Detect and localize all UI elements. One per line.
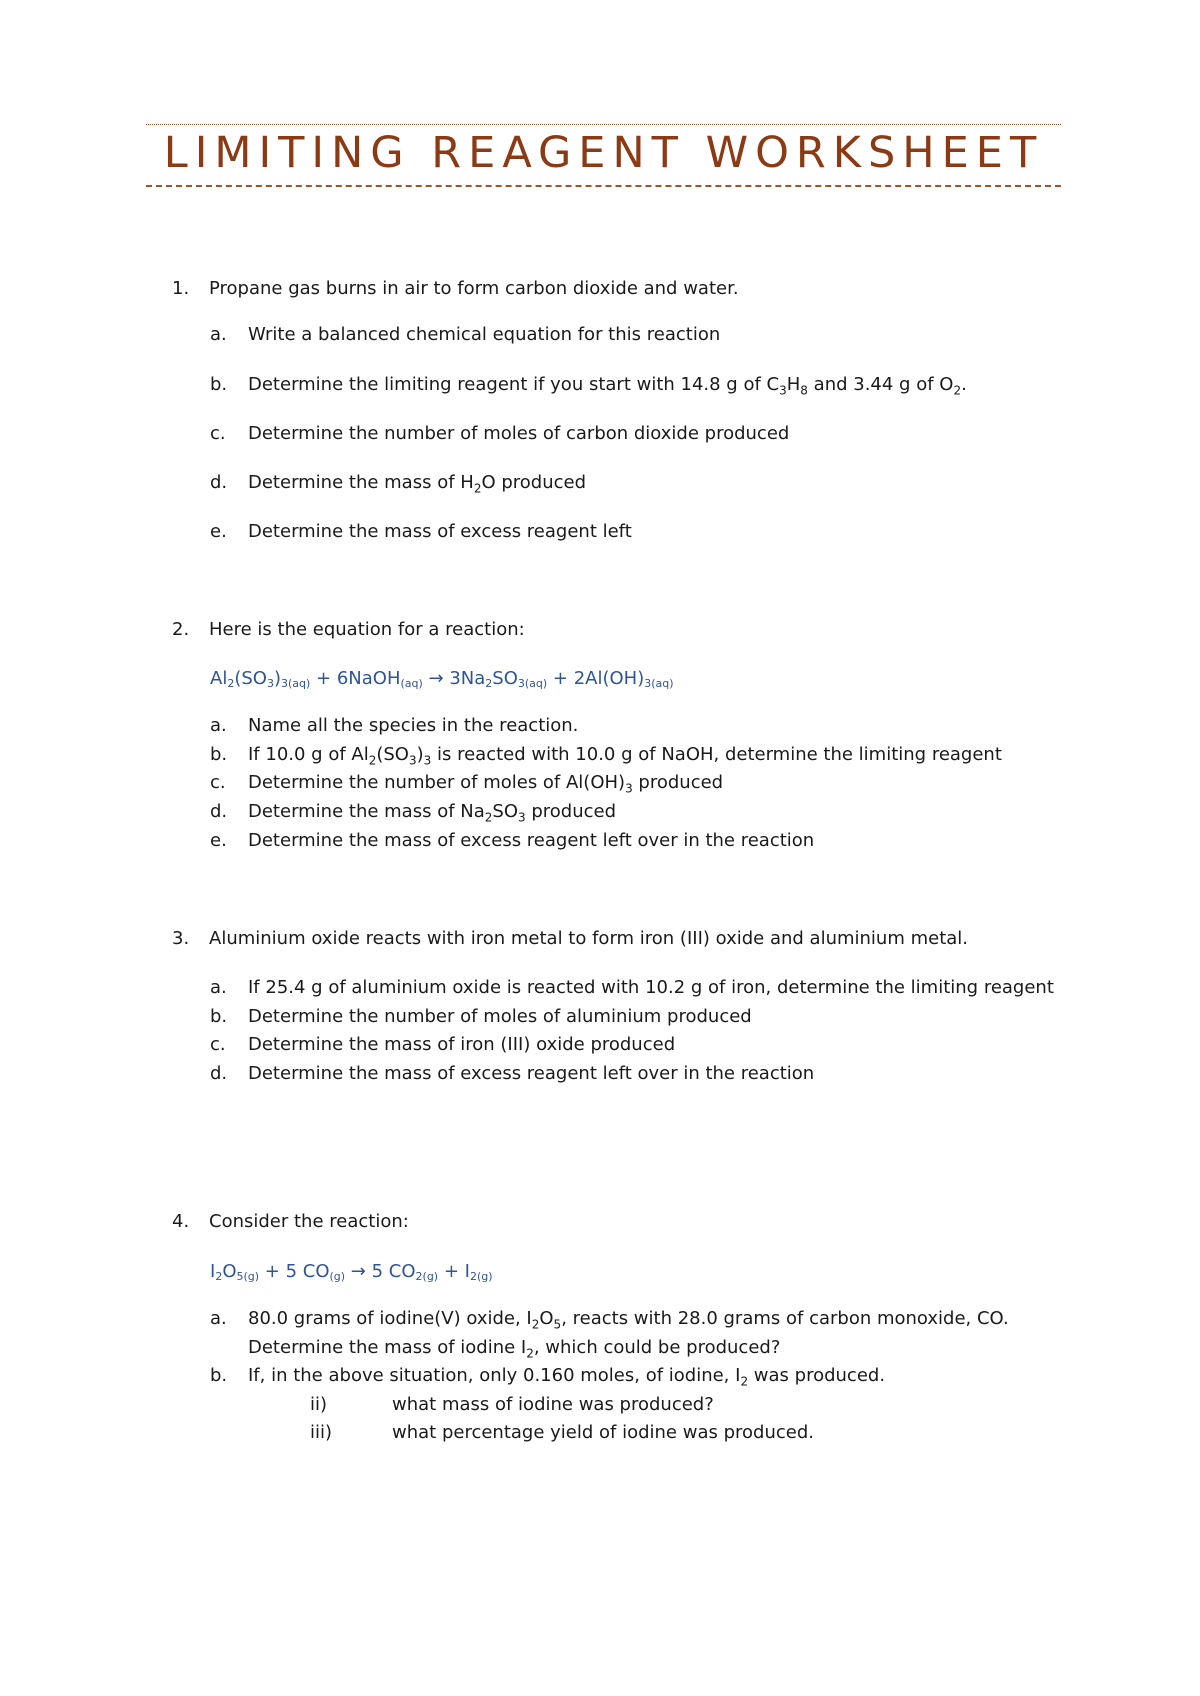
q4-equation: $I_2O_{5(g)} + 5$ $CO_{(g)} \to 5$ $CO_{2(g)} + I_{2(g)}$ — [210, 1261, 493, 1283]
q4-item-b-letter: b. — [210, 1365, 228, 1386]
page-title: LIMITING REAGENT WORKSHEET — [163, 128, 1044, 178]
q3-item-b-letter: b. — [210, 1006, 228, 1027]
q2-item-b-text: If 10.0 g of $Al_2(SO_3)_3$ is reacted with 10.0 g of NaOH, determine the limiting reagent — [248, 744, 1002, 768]
q2-item-d-text: Determine the mass of $Na_2SO_3$ produced — [248, 801, 617, 825]
q3-item-d-letter: d. — [210, 1063, 228, 1084]
q4-item-b-text: If, in the above situation, only 0.160 moles, of iodine, $I_2$ was produced. — [248, 1365, 886, 1389]
q4-subitem-ii-text: what mass of iodine was produced? — [392, 1394, 714, 1415]
q2-item-a-letter: a. — [210, 715, 227, 736]
q2-equation: $Al_2(SO_3)_{3(aq)}$ + 6NaOH$_{(aq)}$ → $3Na_2SO_{3(aq)} + 2Al(OH)_{3(aq)}$ — [210, 668, 674, 690]
question-3-number: 3. — [172, 928, 190, 949]
q1-item-b-text: Determine the limiting reagent if you start with 14.8 g of $C_3H_8$ and 3.44 g of $O_2$. — [248, 374, 967, 398]
q1-item-a-letter: a. — [210, 324, 227, 345]
question-2-number: 2. — [172, 619, 190, 640]
q1-item-d-text: Determine the mass of $H_2O$ produced — [248, 472, 587, 496]
question-1-text: Propane gas burns in air to form carbon dioxide and water. — [209, 278, 739, 299]
reaction-arrow-icon: → — [422, 668, 450, 689]
question-2-text: Here is the equation for a reaction: — [209, 619, 525, 640]
question-3-text: Aluminium oxide reacts with iron metal to form iron (III) oxide and aluminium metal. — [209, 928, 969, 949]
q4-item-a-continuation: Determine the mass of iodine $I_2$, which could be produced? — [248, 1337, 781, 1361]
q1-item-c-letter: c. — [210, 423, 226, 444]
q2-item-e-letter: e. — [210, 830, 227, 851]
question-4-number: 4. — [172, 1211, 190, 1232]
q2-item-e-text: Determine the mass of excess reagent left over in the reaction — [248, 830, 815, 851]
question-4-text: Consider the reaction: — [209, 1211, 409, 1232]
q3-item-a-letter: a. — [210, 977, 227, 998]
q1-item-e-text: Determine the mass of excess reagent left — [248, 521, 632, 542]
q1-item-c-text: Determine the number of moles of carbon dioxide produced — [248, 423, 790, 444]
q1-item-e-letter: e. — [210, 521, 227, 542]
q1-item-b-letter: b. — [210, 374, 228, 395]
reaction-arrow-icon: → — [345, 1261, 372, 1282]
q4-item-a-text: 80.0 grams of iodine(V) oxide, $I_2O_5$, reacts with 28.0 grams of carbon monoxide, CO. — [248, 1308, 1009, 1332]
q3-item-b-text: Determine the number of moles of aluminium produced — [248, 1006, 752, 1027]
q2-item-c-letter: c. — [210, 772, 226, 793]
q1-item-d-letter: d. — [210, 472, 228, 493]
title-bottom-rule — [146, 185, 1061, 187]
q4-subitem-iii-text: what percentage yield of iodine was produced. — [392, 1422, 814, 1443]
q3-item-c-letter: c. — [210, 1034, 226, 1055]
q1-item-a-text: Write a balanced chemical equation for this reaction — [248, 324, 721, 345]
q4-subitem-iii-label: iii) — [310, 1422, 333, 1443]
q2-item-b-letter: b. — [210, 744, 228, 765]
q2-item-d-letter: d. — [210, 801, 228, 822]
q4-item-a-letter: a. — [210, 1308, 227, 1329]
q4-subitem-ii-label: ii) — [310, 1394, 328, 1415]
question-1-number: 1. — [172, 278, 190, 299]
q2-item-a-text: Name all the species in the reaction. — [248, 715, 579, 736]
q3-item-c-text: Determine the mass of iron (III) oxide produced — [248, 1034, 676, 1055]
q3-item-d-text: Determine the mass of excess reagent left over in the reaction — [248, 1063, 815, 1084]
q3-item-a-text: If 25.4 g of aluminium oxide is reacted with 10.2 g of iron, determine the limiting reagent — [248, 977, 1054, 998]
title-block — [146, 124, 1061, 187]
q2-item-c-text: Determine the number of moles of $Al(OH)_3$ produced — [248, 772, 724, 796]
